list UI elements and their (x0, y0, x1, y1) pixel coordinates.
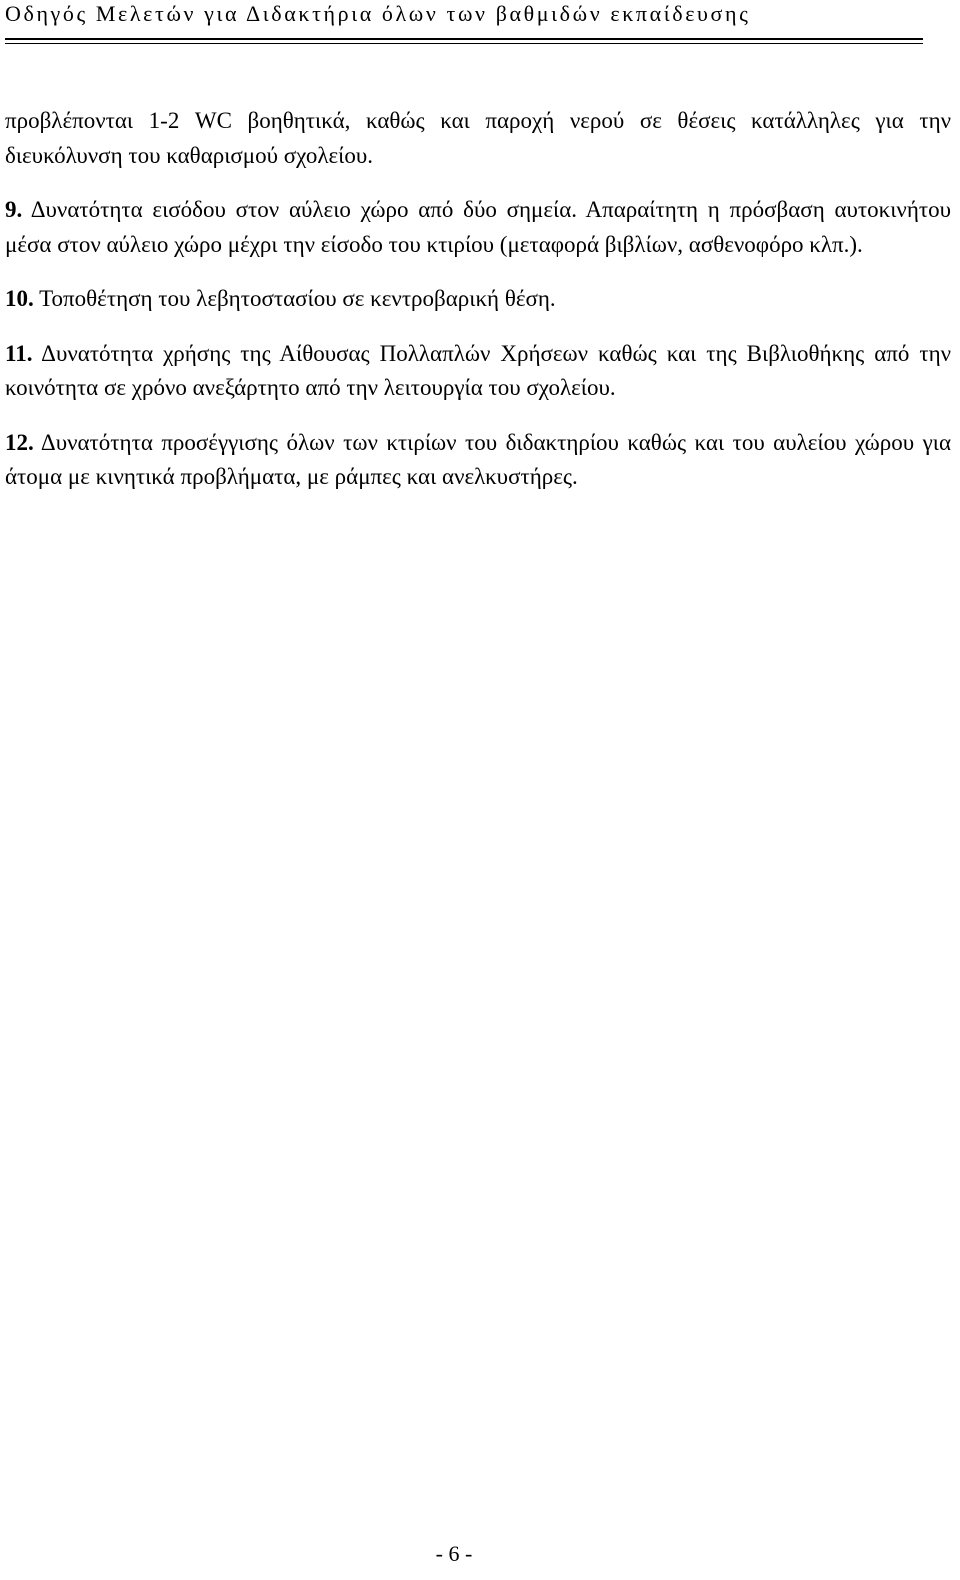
item-number: 9. (5, 197, 23, 222)
item-number: 12. (5, 429, 34, 455)
paragraph-item-9 (5, 193, 951, 262)
item-number: 11. (5, 340, 33, 366)
page-header (5, 0, 923, 40)
paragraph-item-12 (5, 426, 951, 495)
page-number: - 6 - (435, 1541, 473, 1566)
paragraph-text: Δυνατότητα προσέγγισης όλων των κτιρίων του διδακτηρίου καθώς και του αυλείου χώρου για άτομα με κινητικά προβλήματα, με ράμπες και ανελκυστήρες. (5, 429, 951, 489)
header-title: Οδηγός Μελετών για Διδακτήρια όλων των βαθμιδών εκπαίδευσης (5, 1, 751, 26)
paragraph-text: προβλέπονται 1-2 WC βοηθητικά, καθώς και παροχή νερού σε θέσεις κατάλληλες για την διευκόλυνση του καθαρισμού σχολείου. (5, 108, 951, 168)
paragraph-text: Δυνατότητα εισόδου στον αύλειο χώρο από δύο σημεία. Απαραίτητη η πρόσβαση αυτοκινήτου μέσα στον αύλειο χώρο μέχρι την είσοδο του κτιρίου (μεταφορά βιβλίων, ασθενοφόρο κλπ.). (5, 197, 951, 257)
header-rule (5, 43, 923, 44)
document-body (5, 104, 951, 515)
paragraph-continuation (5, 104, 951, 173)
page-footer (0, 1540, 960, 1568)
item-number: 10. (5, 286, 34, 311)
paragraph-item-11 (5, 337, 951, 406)
paragraph-text: Δυνατότητα χρήσης της Αίθουσας Πολλαπλών Χρήσεων καθώς και της Βιβλιοθήκης από την κοινότητα σε χρόνο ανεξάρτητο από την λειτουργία του σχολείου. (5, 340, 951, 400)
paragraph-item-10 (5, 282, 951, 317)
paragraph-text: Τοποθέτηση του λεβητοστασίου σε κεντροβαρική θέση. (33, 286, 556, 311)
